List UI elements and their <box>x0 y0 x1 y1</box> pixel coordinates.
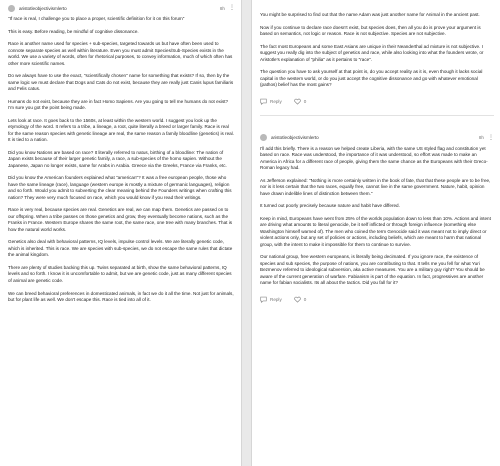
comment-header <box>8 0 235 16</box>
reply-label: Reply <box>270 297 282 303</box>
comment-paragraph: As Jefferson explained: "Nothing is more certainly written in the book of fate, that that these people are to be free, nor is it less certain that the two races, equally free, cannot live in the same government. Nature, habit, opinion have drawn indelible lines of distinction between them." <box>260 177 491 196</box>
comment-paragraph: It turned out poorly precisely because nature and habit have differed. <box>260 203 400 209</box>
comment-actions <box>260 293 494 307</box>
comment-paragraph: We can breed behavioral preferences in domesticated animals, in fact we do it all the time. Not just for animals, but for plant life as well. We don't escape this. Race is tied into all of it. <box>8 290 234 303</box>
right-column <box>251 0 500 466</box>
reply-label: Reply <box>270 99 282 105</box>
avatar[interactable] <box>260 134 267 141</box>
comment-body <box>260 146 494 287</box>
more-options-icon[interactable]: ⋮ <box>488 134 494 141</box>
comment-paragraph: Our national group, free western europeans, is literally being decimated. If you ignore race, the existence of species and sub species, the purpose of nations, you are contributing to that. It tells me you fell for what Yuri Bezmenov referred to ideological subversion, aka active measures. You are a military guy right? You should be aware of the current generation of warfare. Fabianism is part of the equation. In fact, progressives are another name for fabian socialists. Its all about the tactics. Did you fall for it? <box>260 254 485 286</box>
left-column <box>0 0 242 466</box>
comment-right <box>252 130 500 307</box>
comment-paragraph: Race is very real, because species are real. Genetics are real, we can map them. Genetics are passed on to our offspring. When a tribe passes on those genetics and grow, they eventually become nations, such as the Franks in France. Western Europe shares the same root, the same race, one tree with many branches. That is how the natural world works. <box>8 207 233 232</box>
comment-author[interactable]: aristotleobjectivismlerto <box>271 135 319 141</box>
comment-header <box>260 130 494 146</box>
comment-paragraph: You might be surprised to find out that the name Adam was just another name for Animal in the ancient past. <box>260 12 480 17</box>
comment-paragraph: This is easy. Before reading, be mindful of cognitive dissonance. <box>8 28 139 34</box>
comment-paragraph: Keep in mind, Europeans have went from 25% of the worlds population down to less than 10%. Actions and intent are driving what amounts to literal genocide, be it self inflicted or through foreign influence (something else Washington himself warned of). The men who coined the term Genocide said it was meant not to imply direct or violent actions only, but any set of policies or actions, including beliefs, which are meant to harm that national group, with the intent to make it impossible for them to continue to survive. <box>260 216 491 247</box>
comment-paragraph: Humans do not exist, because they are in fact Homo Sapiens. Are you going to tell me humans do not exist? I'm sure you got the point being made. <box>8 98 229 111</box>
comment-paragraph: The fact most Europeans and some East Asians are unique in their Neanderthal ad mixture is not subjective. I suggest you really dig into the subject of genetics and race, while also looking into what the founders wrote, or Aristotle's explanation of "philia" as it pertains to "race". <box>260 43 484 62</box>
comment-paragraph: The question you have to ask yourself at that point is, do you accept reality as it is, even though it lacks social capital in the western world, or do you just accept the cognitive dissonance and go with whatever emotional (pathos) belief has the most gains? <box>260 69 483 88</box>
comment-icon <box>260 296 267 303</box>
comment-icon <box>260 98 267 105</box>
like-button[interactable] <box>294 98 307 105</box>
comment-body <box>260 12 494 89</box>
comment-time: 8h <box>478 135 484 141</box>
reply-button[interactable] <box>260 296 282 303</box>
reply-button[interactable] <box>260 98 282 105</box>
like-count: 0 <box>303 99 307 105</box>
heart-icon <box>294 296 301 303</box>
avatar[interactable] <box>8 5 15 12</box>
comment-paragraph: Now if you continue to declare race doesn't exist, but species does, then all you do is prove your argument is based on semantics, not logic or reason. Race is not subjective. Species are not subjective. <box>260 24 481 37</box>
comment-paragraph: There are plenty of studies backing this up. Twins separated at birth, show the same behavioral patterns, IQ levels and so forth. I know it is uncomfortable to admit, but we are genetic code, just as many different species of animal are genetic code. <box>8 265 232 283</box>
more-options-icon[interactable]: ⋮ <box>229 5 235 11</box>
comment-left <box>0 0 241 303</box>
like-count: 0 <box>303 297 307 303</box>
heart-icon <box>294 98 301 105</box>
comment-paragraph: "If race is real, I challenge you to place a proper, scientific definition for it on this forum" <box>8 16 185 21</box>
like-button[interactable] <box>294 296 307 303</box>
comment-paragraph: Did you know the American founders explained what "american"? It was a free european people, those who have the same lineage (race), language (western europe is mostly a mixture of germanic languages), religion and so forth. Would you admit to subverting the clear meaning behind the Founders writings when crafting this nation? They were very much focused on race, which you would know if you read their writings. <box>8 175 232 200</box>
comment-time: 8h <box>219 5 225 11</box>
comment-author[interactable]: aristotleobjectivismlerto <box>19 5 67 11</box>
comment-paragraph: Lets look at race. It goes back to the 1560s, at least within the western world. I suggest you look up the etymology of the word. It refers to a tribe, a lineage, a root, quite literally a breed or larger family. Race is real for the same reason species with genetic lineage are real, the same reason a family bloodline (genetics) is real. It is tied to a nation. <box>8 117 234 143</box>
comment-paragraph: Did you know Nations are based on race? It literally referred to natus, birthing of a bloodline: The nation of Japan exists because of their larger genetic family, a race, a sub-species of the homo sapien. Without the Japanese, Japan no longer exists, same for Arabs in Arabia. Greece via the Greeks, France via Franks, etc. <box>8 149 227 168</box>
comment-paragraph: I'll add this briefly. There is a reason we helped create Liberia, with the same US styled flag and constitution yet based on race. Race was understood, the importance of it was understood, so effort was made to make an America in Africa for a different race of people, giving them the same chance as the Europeans with their Greco-Roman legacy had. <box>260 145 488 171</box>
comment-actions <box>260 95 494 109</box>
comment-right-top <box>252 0 500 116</box>
comment-paragraph: Do we always have to use the exact, "scientifically chosen" name for something that exists? If so, then by the same logic we must declare that Dogs and Cats do not exist, because they are really just Canis lupus familiaris and Felis catus. <box>8 73 234 92</box>
divider <box>260 115 494 116</box>
comment-body <box>8 16 235 303</box>
comment-paragraph: Genetics also deal with behavioral patterns, IQ levels, impulse control levels. We are literally genetic code, which is inherited. This is race. We are species with sub-species, we do not escape the same rules that dictate the animal kingdom. <box>8 239 233 258</box>
comment-paragraph: Race is another name used for species + sub-species, targeted towards us but have often been used to connote separate species as well within literature. Even you must admit Species/Sub-Species exists in the world. We use a variety of words, often for rhetorical purposes, to convey information, much of which often has other more scientific names. <box>8 41 233 66</box>
